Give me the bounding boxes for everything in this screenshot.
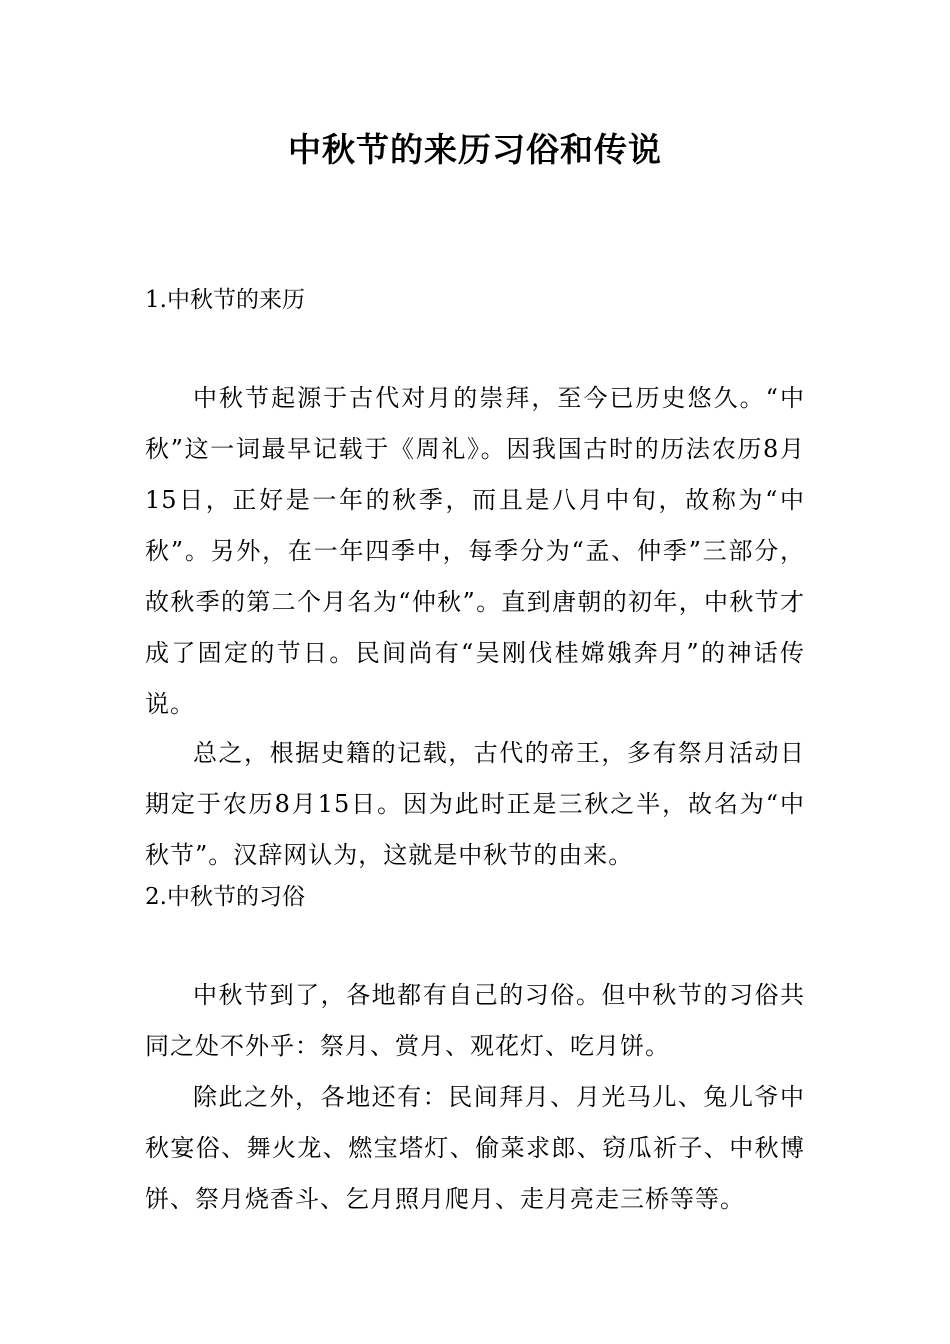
document-title: 中秋节的来历习俗和传说 <box>288 130 662 169</box>
paragraph-customs-1: 中秋节到了，各地都有自己的习俗。但中秋节的习俗共同之处不外乎：祭月、赏月、观花灯、吃月饼。 <box>145 981 805 1060</box>
paragraph-origin-1: 中秋节起源于古代对月的崇拜，至今已历史悠久。“中秋”这一词最早记载于《周礼》。因我国古时的历法农历8月15日，正好是一年的秋季，而且是八月中旬，故称为“中秋”。另外，在一年四季中，每季分为“孟、仲季”三部分，故秋季的第二个月名为“仲秋”。直到唐朝的初年，中秋节才成了固定的节日。民间尚有“吴刚伐桂嫦娥奔月”的神话传说。 <box>145 384 805 718</box>
paragraph-customs-2: 除此之外，各地还有：民间拜月、月光马儿、兔儿爷中秋宴俗、舞火龙、燃宝塔灯、偷菜求郎、窃瓜祈子、中秋博饼、祭月烧香斗、乞月照月爬月、走月亮走三桥等等。 <box>145 1083 805 1213</box>
paragraph-origin-2: 总之，根据史籍的记载，古代的帝王，多有祭月活动日期定于农历8月15日。因为此时正是三秋之半，故名为“中秋节”。汉辞网认为，这就是中秋节的由来。 <box>145 739 805 869</box>
section-heading-origin: 1.中秋节的来历 <box>145 287 305 313</box>
section-heading-customs: 2.中秋节的习俗 <box>145 884 305 910</box>
